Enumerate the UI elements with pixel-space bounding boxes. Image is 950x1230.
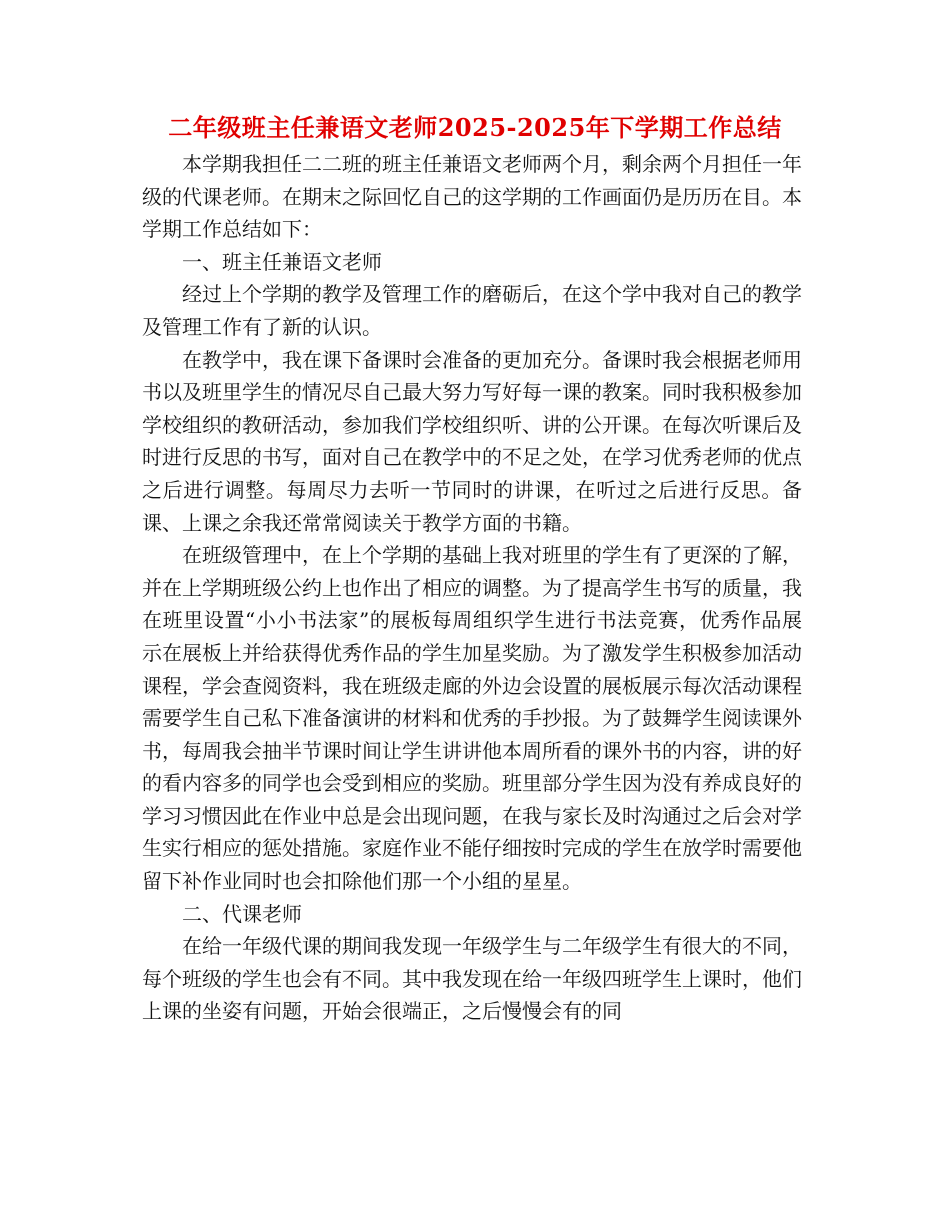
document-title: 二年级班主任兼语文老师2025-2025年下学期工作总结 <box>168 113 782 142</box>
paragraph: 经过上个学期的教学及管理工作的磨砺后，在这个学中我对自己的教学及管理工作有了新的认识。 <box>142 282 802 339</box>
section-heading-2: 二、代课老师 <box>182 901 302 926</box>
paragraph: 在教学中，我在课下备课时会准备的更加充分。备课时我会根据老师用书以及班里学生的情况尽自己最大努力写好每一课的教案。同时我积极参加学校组织的教研活动，参加我们学校组织听、讲的公开课。在每次听课后及时进行反思的书写，面对自己在教学中的不足之处，在学习优秀老师的优点之后进行调整。每周尽力去听一节同时的讲课，在听过之后进行反思。备课、上课之余我还常常阅读关于教学方面的书籍。 <box>142 347 802 535</box>
document-body <box>142 148 802 1028</box>
paragraph: 在给一年级代课的期间我发现一年级学生与二年级学生有很大的不同，每个班级的学生也会有不同。其中我发现在给一年级四班学生上课时，他们上课的坐姿有问题，开始会很端正，之后慢慢会有的同 <box>142 934 802 1024</box>
paragraph: 在班级管理中，在上个学期的基础上我对班里的学生有了更深的了解，并在上学期班级公约上也作出了相应的调整。为了提高学生书写的质量，我在班里设置“小小书法家”的展板每周组织学生进行书法竞赛，优秀作品展示在展板上并给获得优秀作品的学生加星奖励。为了激发学生积极参加活动课程，学会查阅资料，我在班级走廊的外边会设置的展板展示每次活动课程需要学生自己私下准备演讲的材料和优秀的手抄报。为了鼓舞学生阅读课外书，每周我会抽半节课时间让学生讲讲他本周所看的课外书的内容，讲的好的看内容多的同学也会受到相应的奖励。班里部分学生因为没有养成良好的学习习惯因此在作业中总是会出现问题，在我与家长及时沟通过之后会对学生实行相应的惩处措施。家庭作业不能仔细按时完成的学生在放学时需要他留下补作业同时也会扣除他们那一个小组的星星。 <box>142 543 802 894</box>
paragraph-intro: 本学期我担任二二班的班主任兼语文老师两个月，剩余两个月担任一年级的代课老师。在期末之际回忆自己的这学期的工作画面仍是历历在目。本学期工作总结如下： <box>142 152 802 242</box>
section-heading-1: 一、班主任兼语文老师 <box>182 249 382 274</box>
